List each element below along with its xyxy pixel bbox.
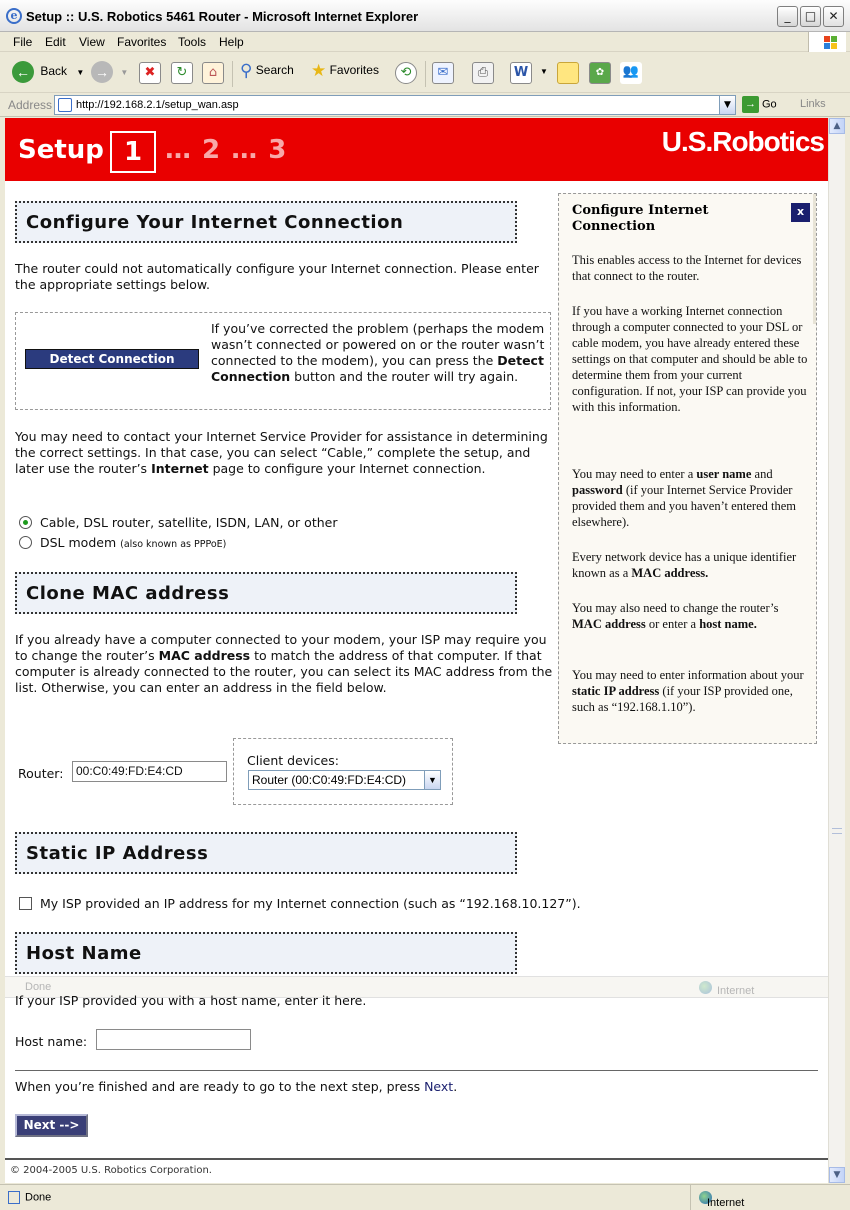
section-static-ip — [15, 832, 517, 874]
status-done: Done — [8, 1191, 51, 1204]
section-clone-mac-title: Clone MAC address — [26, 583, 230, 604]
configure-intro: The router could not automatically configure your Internet connection. Please enter the appropriate settings below. — [15, 261, 539, 292]
window-title: Setup :: U.S. Robotics 5461 Router - Microsoft Internet Explorer — [26, 9, 419, 24]
section-static-ip-title: Static IP Address — [26, 843, 209, 864]
menu-help[interactable]: Help — [219, 35, 244, 49]
section-clone-mac — [15, 572, 517, 614]
menu-favorites[interactable]: Favorites — [117, 35, 167, 49]
help-title: Configure Internet Connection — [572, 203, 709, 234]
host-name-intro: If your ISP provided you with a host name, enter it here. — [15, 993, 367, 1008]
status-bar — [0, 1184, 850, 1210]
client-devices-label: Client devices: — [247, 753, 339, 768]
page-content — [5, 118, 828, 1183]
page-scrollbar[interactable] — [828, 118, 845, 1183]
ghost-status-zone: Internet — [699, 981, 717, 994]
setup-banner — [5, 118, 828, 181]
copyright: © 2004-2005 U.S. Robotics Corporation. — [10, 1165, 212, 1176]
help-panel — [558, 193, 817, 744]
status-zone: Internet — [699, 1191, 717, 1204]
help-scrollbar[interactable] — [813, 194, 816, 324]
radio-cable[interactable] — [19, 516, 32, 529]
chevron-down-icon[interactable]: ▼ — [424, 771, 440, 789]
router-mac-input[interactable]: 00:C0:49:FD:E4:CD — [72, 761, 227, 782]
section-configure-title: Configure Your Internet Connection — [26, 212, 404, 233]
radio-dsl[interactable] — [19, 536, 32, 549]
refresh-icon[interactable]: ↻ — [171, 62, 193, 84]
back-button[interactable]: ← Back ▼ — [12, 61, 84, 87]
address-dropdown-icon[interactable]: ▼ — [719, 96, 735, 114]
help-p2: If you have a working Internet connection through a computer connected to your DSL or cable modem, you have already entered these settings on that computer and should be able to determine them from your current configuration. If not, your ISP can provide you with this information. — [572, 304, 808, 414]
setup-heading: Setup — [18, 135, 104, 165]
scroll-up-icon[interactable]: ▲ — [829, 118, 845, 134]
help-p1: This enables access to the Internet for devices that connect to the router. — [572, 253, 802, 283]
address-url[interactable]: http://192.168.2.1/setup_wan.asp — [76, 99, 239, 111]
menu-bar — [0, 32, 850, 52]
users-icon[interactable]: 👥 — [620, 62, 642, 84]
router-mac-label: Router: — [18, 766, 64, 781]
edit-word-icon[interactable]: W — [510, 62, 532, 84]
toolbar-separator — [425, 61, 426, 87]
divider — [15, 1070, 818, 1071]
static-ip-checkbox[interactable] — [19, 897, 32, 910]
detect-box — [15, 312, 551, 410]
security-zone — [690, 1185, 850, 1210]
next-button[interactable]: Next --> — [15, 1114, 88, 1137]
maximize-button[interactable]: □ — [800, 6, 821, 27]
step-remaining: … 2 … 3 — [165, 135, 288, 165]
search-icon: ⚲ — [240, 61, 253, 80]
windows-logo-icon — [808, 32, 846, 52]
mail-icon[interactable]: ✉ — [432, 62, 454, 84]
section-host-name-title: Host Name — [26, 943, 142, 964]
host-name-input[interactable] — [96, 1029, 251, 1050]
scroll-down-icon[interactable]: ▼ — [829, 1167, 845, 1183]
menu-tools[interactable]: Tools — [178, 35, 207, 49]
clone-mac-text: If you already have a computer connected to your modem, your ISP may require you to change the router’s MAC address to match the address of that computer. If that computer is already connected to the router, you can select its MAC address from the list. Otherwise, you can enter an address in the field below. — [15, 632, 553, 695]
menu-edit[interactable]: Edit — [45, 35, 66, 49]
print-icon[interactable]: ⎙ — [472, 62, 494, 84]
edit-dropdown-icon[interactable]: ▼ — [540, 67, 548, 76]
help-close-button[interactable]: x — [791, 203, 810, 222]
forward-dropdown-icon[interactable]: ▼ — [120, 68, 129, 78]
menu-file[interactable]: File — [13, 35, 33, 49]
section-configure — [15, 201, 517, 243]
radio-cable-label[interactable]: Cable, DSL router, satellite, ISDN, LAN, or other — [40, 515, 338, 530]
detect-connection-button[interactable]: Detect Connection — [25, 349, 199, 369]
back-dropdown-icon[interactable]: ▼ — [76, 68, 85, 78]
page-icon — [8, 1191, 20, 1204]
links-button[interactable]: Links — [800, 98, 826, 110]
address-input[interactable] — [54, 95, 736, 115]
finish-instructions: When you’re finished and are ready to go to the next step, press Next. — [15, 1079, 458, 1094]
home-icon[interactable]: ⌂ — [202, 62, 224, 84]
isp-assistance-text: You may need to contact your Internet Service Provider for assistance in determining the correct settings. In that case, you can select “Cable,” complete the setup, and later use the router’s Internet page to configure your Internet connection. — [15, 429, 548, 476]
address-bar — [0, 93, 850, 117]
client-devices-box — [233, 738, 453, 805]
step-current: 1 — [110, 131, 156, 173]
window-title-bar — [0, 0, 850, 32]
favorites-button[interactable]: ★ Favorites — [311, 61, 379, 80]
minimize-button[interactable]: _ — [777, 6, 798, 27]
history-icon[interactable]: ⟲ — [395, 62, 417, 84]
stop-icon[interactable]: ✖ — [139, 62, 161, 84]
back-arrow-icon: ← — [12, 61, 34, 83]
ghost-status-done: Done — [25, 981, 52, 993]
toolbar — [0, 53, 850, 93]
help-p5: You may also need to change the router’s MAC address or enter a host name. — [572, 601, 779, 631]
forward-arrow-icon: → — [91, 61, 113, 83]
address-label: Address — [8, 98, 53, 112]
radio-dsl-label[interactable]: DSL modem (also known as PPPoE) — [40, 535, 227, 550]
page-icon — [58, 98, 72, 112]
menu-view[interactable]: View — [79, 35, 105, 49]
star-icon: ★ — [311, 61, 327, 80]
help-p4: Every network device has a unique identifier known as a MAC address. — [572, 550, 797, 580]
toolbar-separator — [232, 61, 233, 87]
page-footer — [5, 1158, 828, 1183]
messenger-icon[interactable]: ✿ — [589, 62, 611, 84]
close-window-button[interactable]: ✕ — [823, 6, 844, 27]
section-host-name — [15, 932, 517, 974]
go-arrow-icon: → — [742, 96, 759, 113]
detect-instructions: If you’ve corrected the problem (perhaps the modem wasn’t connected or powered on or the router wasn’t connected to the modem), you can press the Detect Connection button and the router will try again. — [211, 321, 545, 384]
scroll-grip[interactable] — [832, 828, 842, 834]
forward-button[interactable] — [91, 61, 128, 87]
search-button[interactable]: ⚲ Search — [240, 61, 294, 80]
help-p6: You may need to enter information about your static IP address (if your ISP provided one, such as “192.168.1.10”). — [572, 668, 804, 714]
usr-logo: U.S.Robotics — [661, 126, 824, 157]
static-ip-checkbox-label[interactable]: My ISP provided an IP address for my Internet connection (such as “192.168.10.127”). — [40, 896, 581, 911]
go-button[interactable]: → Go — [742, 96, 777, 113]
help-p3: You may need to enter a user name and password (if your Internet Service Provider provided them and you haven’t entered them elsewhere). — [572, 467, 797, 529]
ie-logo-icon: e — [6, 8, 22, 24]
client-devices-select[interactable]: Router (00:C0:49:FD:E4:CD) ▼ — [248, 770, 441, 790]
discuss-icon[interactable] — [557, 62, 579, 84]
host-name-label: Host name: — [15, 1034, 88, 1049]
